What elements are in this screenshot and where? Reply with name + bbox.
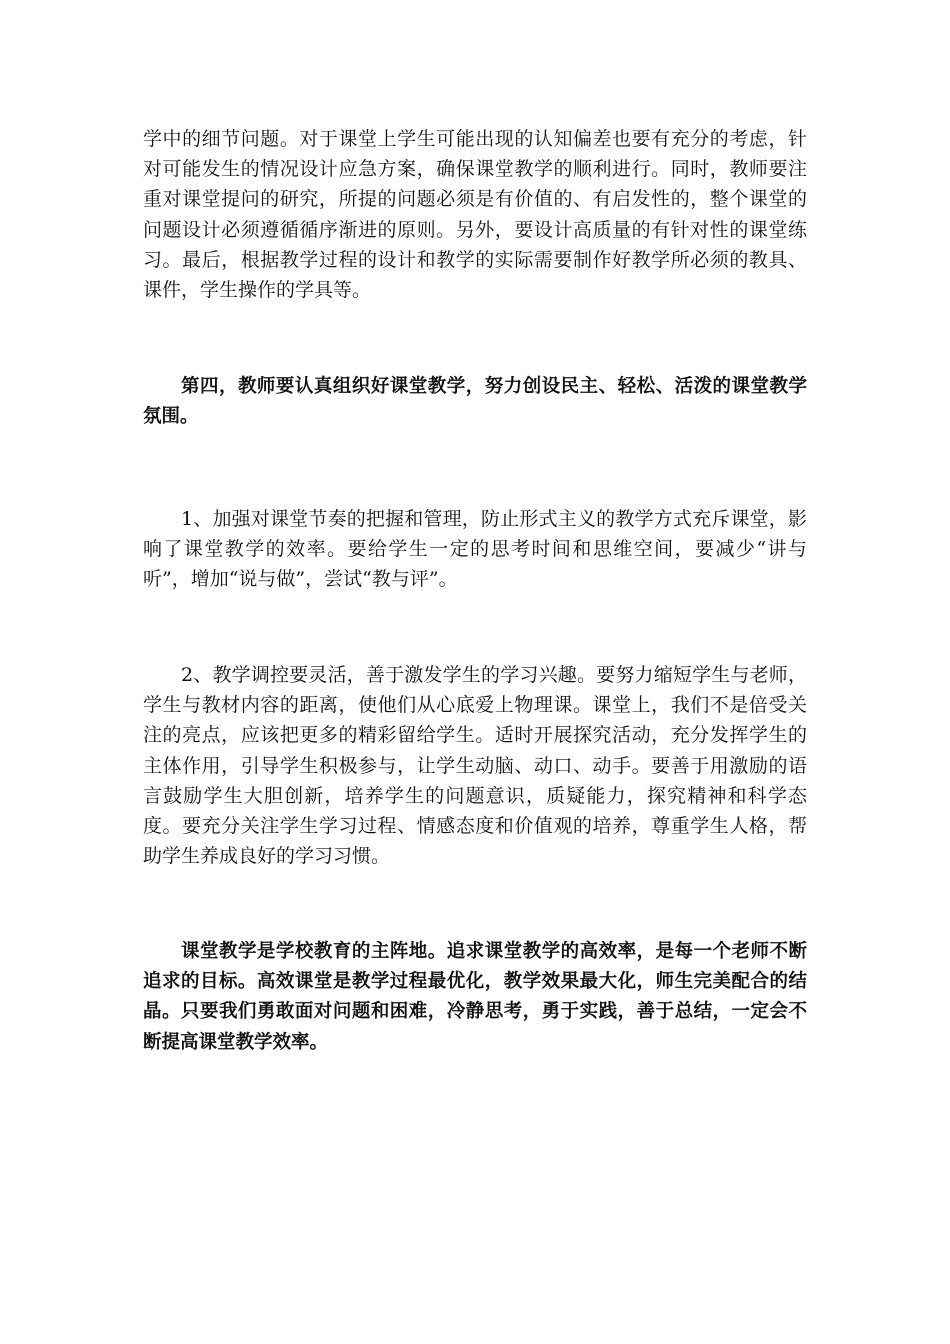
section-heading-fourth: 第四，教师要认真组织好课堂教学，努力创设民主、轻松、活泼的课堂教学氛围。	[143, 376, 807, 428]
paragraph-item-1: 1、加强对课堂节奏的把握和管理，防止形式主义的教学方式充斥课堂，影响了课堂教学的效率。要给学生一定的思考时间和思维空间，要减少“讲与听”，增加“说与做”，尝试“教与评”。	[143, 508, 807, 591]
paragraph-conclusion: 课堂教学是学校教育的主阵地。追求课堂教学的高效率，是每一个老师不断追求的目标。高效课堂是教学过程最优化，教学效果最大化，师生完美配合的结晶。只要我们勇敢面对问题和困难，冷静思考，勇于实践，善于总结，一定会不断提高课堂教学效率。	[143, 941, 807, 1053]
paragraph-continuation: 学中的细节问题。对于课堂上学生可能出现的认知偏差也要有充分的考虑，针对可能发生的情况设计应急方案，确保课堂教学的顺利进行。同时，教师要注重对课堂提问的研究，所提的问题必须是有价值的、有启发性的，整个课堂的问题设计必须遵循循序渐进的原则。另外，要设计高质量的有针对性的课堂练习。最后，根据教学过程的设计和教学的实际需要制作好教学所必须的教具、课件，学生操作的学具等。	[143, 128, 807, 302]
paragraph-item-2: 2、教学调控要灵活，善于激发学生的学习兴趣。要努力缩短学生与老师，学生与教材内容的距离，使他们从心底爱上物理课。课堂上，我们不是倍受关注的亮点，应该把更多的精彩留给学生。适时开展探究活动，充分发挥学生的主体作用，引导学生积极参与，让学生动脑、动口、动手。要善于用激励的语言鼓励学生大胆创新，培养学生的问题意识，质疑能力，探究精神和科学态度。要充分关注学生学习过程、情感态度和价值观的培养，尊重学生人格，帮助学生养成良好的学习习惯。	[143, 664, 807, 868]
